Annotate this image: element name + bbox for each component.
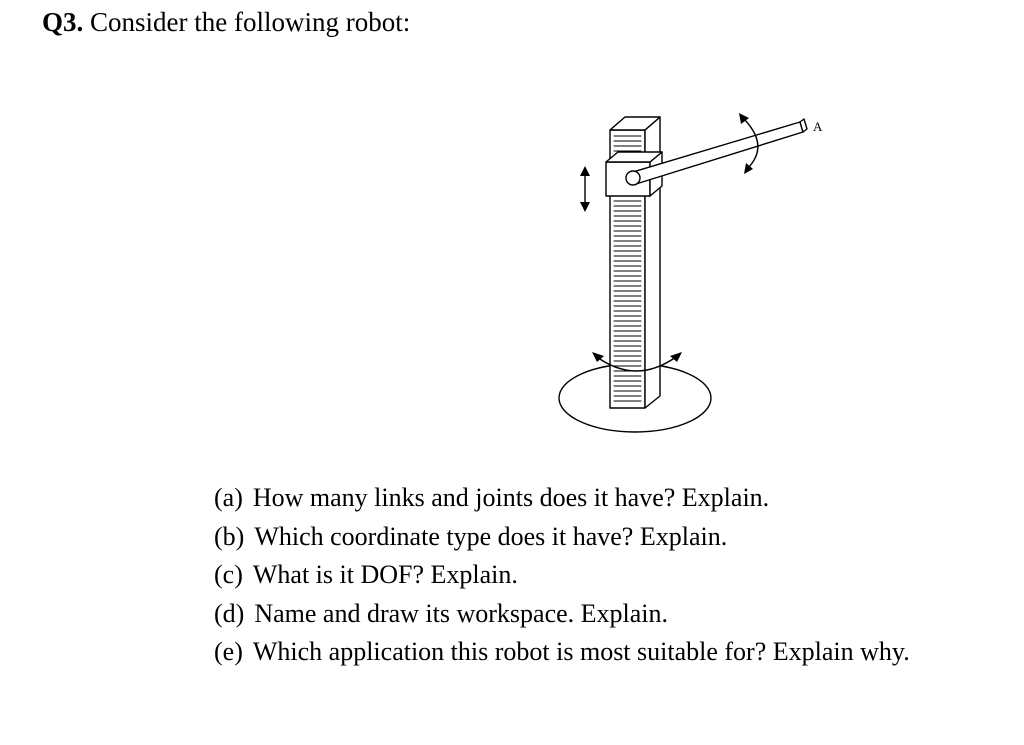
question-text: Which application this robot is most suitable for? Explain why.: [252, 637, 910, 666]
vertical-arrowhead-down: [580, 202, 590, 212]
question-item-c: [214, 556, 910, 595]
question-item-a: [214, 479, 910, 518]
arm-joint: [626, 171, 640, 185]
question-item-b: [214, 518, 910, 557]
question-item-d: [214, 595, 910, 634]
question-marker: (c): [214, 560, 243, 589]
question-list: [214, 479, 910, 672]
question-heading: [42, 6, 410, 38]
question-marker: (e): [214, 637, 243, 666]
question-text: Name and draw its workspace. Explain.: [254, 598, 669, 628]
question-marker: (b): [214, 521, 245, 551]
question-number: Q3.: [42, 7, 84, 37]
question-text: How many links and joints does it have? Explain.: [252, 483, 770, 512]
vertical-arrowhead-up: [580, 166, 590, 176]
question-text: Which coordinate type does it have? Explain.: [254, 521, 728, 551]
question-marker: (d): [214, 598, 245, 628]
question-prompt: Consider the following robot:: [90, 7, 411, 37]
question-marker: (a): [214, 483, 243, 512]
robot-diagram: [540, 100, 840, 445]
point-label-a: A: [813, 119, 823, 134]
question-item-e: [214, 633, 910, 672]
question-text: What is it DOF? Explain.: [252, 560, 518, 589]
